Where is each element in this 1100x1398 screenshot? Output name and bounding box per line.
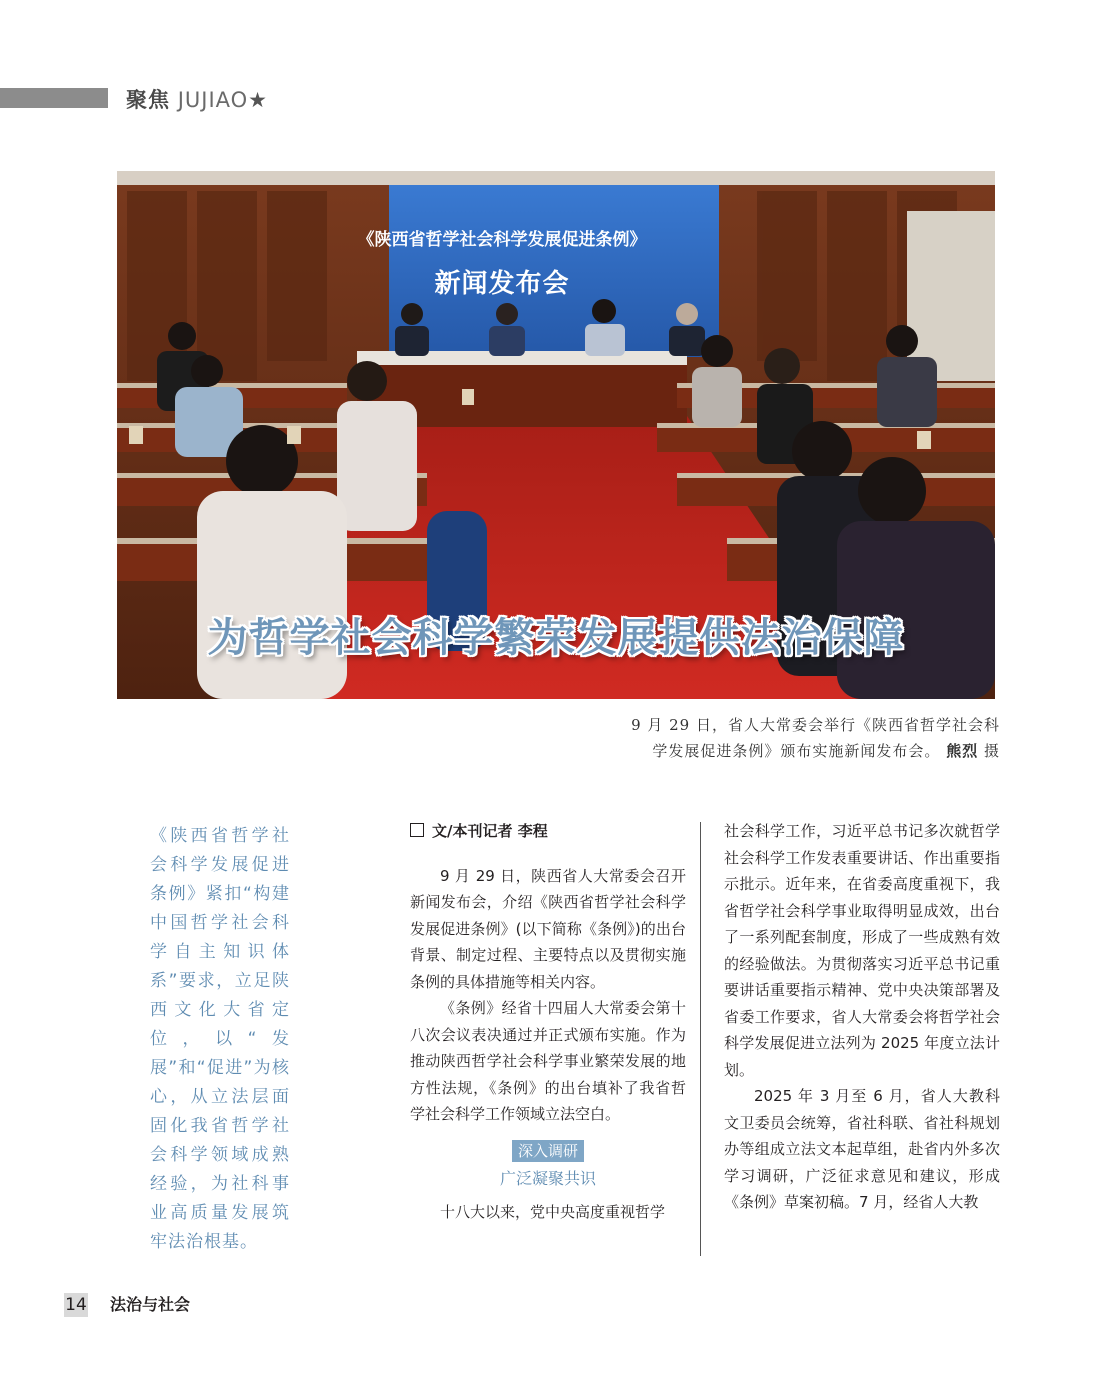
subheading-tag bbox=[410, 1138, 686, 1165]
column-divider bbox=[700, 822, 701, 1256]
photo-credit: 摄 bbox=[983, 742, 1000, 760]
star-icon: ★ bbox=[248, 88, 268, 112]
screen-banner-subtitle: 新闻发布会 bbox=[434, 269, 570, 299]
photo-caption bbox=[560, 712, 1000, 764]
caption-line-2: 学发展促进条例》颁布实施新闻发布会。 bbox=[652, 742, 941, 760]
header-bar bbox=[0, 88, 108, 108]
page-number: 14 bbox=[65, 1295, 87, 1315]
subheading-tag-text: 深入调研 bbox=[512, 1140, 584, 1162]
caption-line-1: 9 月 29 日，省人大常委会举行《陕西省哲学社会科 bbox=[631, 716, 1000, 734]
byline-text: 文/本刊记者 李程 bbox=[432, 822, 548, 840]
photographer-name: 熊烈 bbox=[946, 742, 979, 760]
section-title-zh: 聚焦 bbox=[126, 88, 170, 112]
paragraph-1: 9 月 29 日，陕西省人大常委会召开新闻发布会，介绍《陕西省哲学社会科学发展促进条例》(以下简称《条例》)的出台背景、制定过程、主要特点以及贯彻实施条例的具体措施等相关内容。 bbox=[410, 866, 686, 991]
section-title-en: JUJIAO bbox=[177, 88, 249, 112]
paragraph-3: 十八大以来，党中央高度重视哲学 bbox=[440, 1202, 666, 1221]
subheading-line: 广泛凝聚共识 bbox=[499, 1169, 596, 1188]
paragraph-4: 2025 年 3 月至 6 月，省人大教科文卫委员会统筹，省社科联、省社科规划办等组成立法文本起草组，赴省内外多次学习调研，广泛征求意见和建议，形成《条例》草案初稿。7 月，经省人大教 bbox=[724, 1087, 1000, 1211]
article-headline: 为哲学社会科学繁荣发展提供法治保障 bbox=[207, 615, 905, 661]
square-icon bbox=[410, 823, 424, 837]
article-column-2 bbox=[724, 818, 1000, 1216]
screen-banner-title: 《陕西省哲学社会科学发展促进条例》 bbox=[357, 230, 647, 250]
pull-quote: 《陕西省哲学社会科学发展促进条例》紧扣“构建中国哲学社会科学自主知识体系”要求，立足陕西文化大省定位，以“发展”和“促进”为核心，从立法层面固化我省哲学社会科学领域成熟经验，为社科事业高质量发展筑牢法治根基。 bbox=[150, 826, 290, 1252]
section-header bbox=[126, 84, 268, 114]
byline bbox=[410, 818, 686, 845]
paragraph-3-continued: 社会科学工作，习近平总书记多次就哲学社会科学工作发表重要讲话、作出重要指示批示。近年来，在省委高度重视下，我省哲学社会科学事业取得明显成效，出台了一系列配套制度，形成了一些成熟有效的经验做法。为贯彻落实习近平总书记重要讲话重要指示精神、党中央决策部署及省委工作要求，省人大常委会将哲学社会科学发展促进立法列为 2025 年度立法计划。 bbox=[724, 822, 1000, 1079]
paragraph-2: 《条例》经省十四届人大常委会第十八次会议表决通过并正式颁布实施。作为推动陕西哲学社会科学事业繁荣发展的地方性法规，《条例》的出台填补了我省哲学社会科学工作领域立法空白。 bbox=[410, 999, 686, 1123]
article-column-1 bbox=[410, 818, 686, 1225]
magazine-title: 法治与社会 bbox=[110, 1295, 191, 1314]
